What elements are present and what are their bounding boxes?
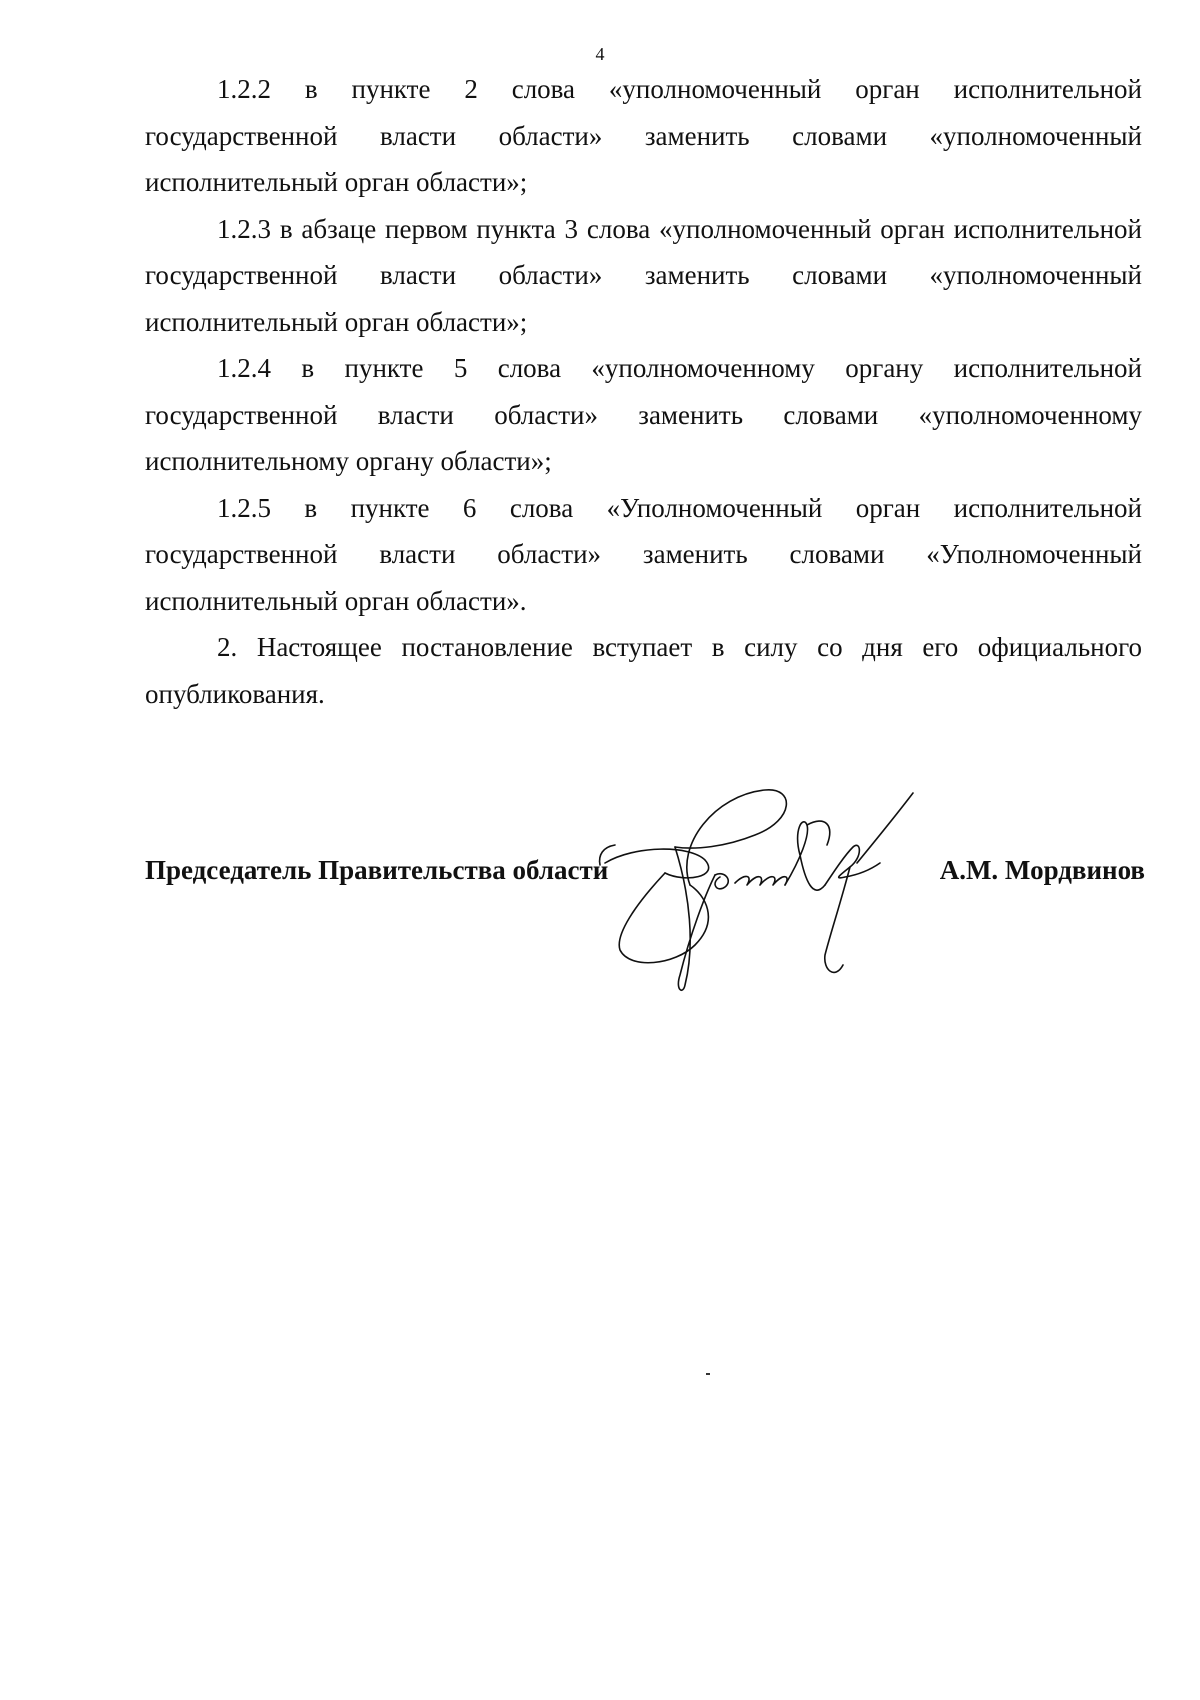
document-body xyxy=(145,66,1142,717)
paragraph-1-2-2: 1.2.2 в пункте 2 слова «уполномоченный орган исполнительной государственной власти области» заменить словами «уполномоченный исполнительный орган области»; xyxy=(145,74,1142,197)
paragraph-1-2-5: 1.2.5 в пункте 6 слова «Уполномоченный орган исполнительной государственной власти области» заменить словами «Уполномоченный исполнительный орган области». xyxy=(145,492,1142,616)
page-number: 4 xyxy=(595,44,605,64)
paragraph-1-2-3: 1.2.3 в абзаце первом пункта 3 слова «уполномоченный орган исполнительной государственной власти области» заменить словами «уполномоченный исполнительный орган области»; xyxy=(145,213,1142,337)
paragraph-2-effective-date: 2. Настоящее постановление вступает в силу со дня его официального опубликования. xyxy=(145,632,1142,709)
handwritten-signature xyxy=(595,785,965,995)
paragraph-1-2-4: 1.2.4 в пункте 5 слова «уполномоченному органу исполнительной государственной власти области» заменить словами «уполномоченному исполнительному органу области»; xyxy=(145,353,1142,476)
signer-title: Председатель Правительства области xyxy=(145,855,609,885)
signer-name: А.М. Мордвинов xyxy=(939,855,1145,885)
scan-artifact xyxy=(706,1373,710,1375)
